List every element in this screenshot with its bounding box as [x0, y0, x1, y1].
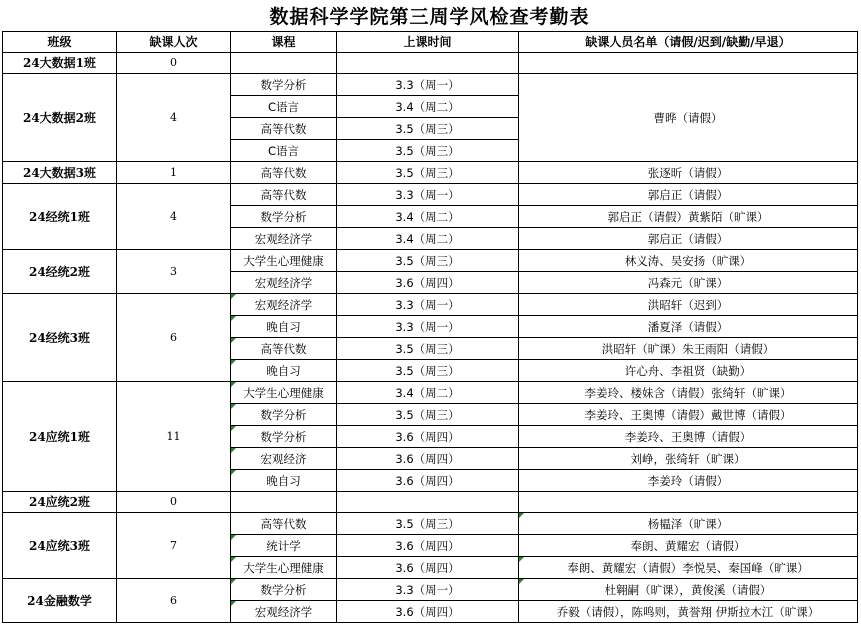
- names-cell: 曹晔（请假）: [519, 74, 858, 162]
- course-cell: 宏观经济学: [231, 294, 337, 316]
- course-cell: C语言: [231, 96, 337, 118]
- time-cell: 3.4（周二）: [337, 96, 519, 118]
- time-cell: 3.3（周一）: [337, 579, 519, 601]
- count-cell: 3: [117, 250, 231, 294]
- count-cell: 11: [117, 382, 231, 492]
- course-cell: C语言: [231, 140, 337, 162]
- course-cell: 数学分析: [231, 579, 337, 601]
- time-cell: [337, 53, 519, 74]
- header-class: 班级: [3, 32, 117, 53]
- course-cell: 晚自习: [231, 316, 337, 338]
- course-cell: 晚自习: [231, 470, 337, 492]
- time-cell: 3.5（周三）: [337, 250, 519, 272]
- names-cell: 奉朗、黄耀宏（请假）李悦昊、秦国峰（旷课）: [519, 557, 858, 579]
- count-cell: 4: [117, 184, 231, 250]
- course-cell: 大学生心理健康: [231, 557, 337, 579]
- course-cell: 宏观经济: [231, 448, 337, 470]
- time-cell: 3.6（周四）: [337, 448, 519, 470]
- names-cell: 郭启正（请假）: [519, 228, 858, 250]
- class-cell: 24大数据3班: [3, 162, 117, 184]
- course-cell: 高等代数: [231, 184, 337, 206]
- course-cell: 宏观经济学: [231, 601, 337, 623]
- names-cell: [519, 53, 858, 74]
- course-cell: 宏观经济学: [231, 272, 337, 294]
- class-cell: 24应统1班: [3, 382, 117, 492]
- table-row: [3, 492, 858, 513]
- time-cell: 3.6（周四）: [337, 535, 519, 557]
- course-cell: 晚自习: [231, 360, 337, 382]
- time-cell: 3.5（周三）: [337, 118, 519, 140]
- class-cell: 24金融数学: [3, 579, 117, 623]
- names-cell: 洪昭轩（迟到）: [519, 294, 858, 316]
- course-cell: 大学生心理健康: [231, 250, 337, 272]
- course-cell: 数学分析: [231, 426, 337, 448]
- table-row: [3, 162, 858, 184]
- class-cell: 24大数据2班: [3, 74, 117, 162]
- class-cell: 24经统1班: [3, 184, 117, 250]
- header-names: 缺课人员名单（请假/迟到/缺勤/早退）: [519, 32, 858, 53]
- table-row: [3, 513, 858, 535]
- course-cell: 高等代数: [231, 118, 337, 140]
- names-cell: 乔毅（请假），陈鸣则，黄誉翔 伊斯拉木江（旷课）: [519, 601, 858, 623]
- time-cell: 3.5（周三）: [337, 404, 519, 426]
- time-cell: 3.6（周四）: [337, 272, 519, 294]
- time-cell: 3.3（周一）: [337, 316, 519, 338]
- table-row: [3, 250, 858, 272]
- count-cell: 6: [117, 294, 231, 382]
- time-cell: 3.6（周四）: [337, 601, 519, 623]
- time-cell: 3.3（周一）: [337, 294, 519, 316]
- names-cell: 洪昭轩（旷课）朱王雨阳（请假）: [519, 338, 858, 360]
- time-cell: 3.6（周四）: [337, 426, 519, 448]
- time-cell: 3.5（周三）: [337, 162, 519, 184]
- course-cell: [231, 492, 337, 513]
- names-cell: 林义涛、吴安扬（旷课）: [519, 250, 858, 272]
- count-cell: 1: [117, 162, 231, 184]
- names-cell: 李姜玲（请假）: [519, 470, 858, 492]
- time-cell: 3.3（周一）: [337, 74, 519, 96]
- names-cell: 杜翱嗣（旷课），黄俊溪（请假）: [519, 579, 858, 601]
- names-cell: 杨韫泽（旷课）: [519, 513, 858, 535]
- time-cell: [337, 492, 519, 513]
- class-cell: 24应统2班: [3, 492, 117, 513]
- course-cell: 数学分析: [231, 74, 337, 96]
- time-cell: 3.6（周四）: [337, 470, 519, 492]
- time-cell: 3.4（周二）: [337, 228, 519, 250]
- names-cell: 李姜玲、王奥博（请假）戴世博（请假）: [519, 404, 858, 426]
- count-cell: 4: [117, 74, 231, 162]
- table-row: [3, 382, 858, 404]
- names-cell: 郭启正（请假）黄紫陌（旷课）: [519, 206, 858, 228]
- time-cell: 3.5（周三）: [337, 513, 519, 535]
- course-cell: 统计学: [231, 535, 337, 557]
- names-cell: 刘峥，张绮轩（旷课）: [519, 448, 858, 470]
- names-cell: 潘夏泽（请假）: [519, 316, 858, 338]
- names-cell: 李姜玲、楼妹含（请假）张绮轩（旷课）: [519, 382, 858, 404]
- table-row: [3, 579, 858, 601]
- names-cell: 李姜玲、王奥博（请假）: [519, 426, 858, 448]
- time-cell: 3.6（周四）: [337, 557, 519, 579]
- course-cell: 高等代数: [231, 513, 337, 535]
- sheet-title: 数据科学学院第三周学风检查考勤表: [269, 6, 590, 28]
- header-absent-count: 缺课人次: [117, 32, 231, 53]
- course-cell: [231, 53, 337, 74]
- count-cell: 6: [117, 579, 231, 623]
- table-row: [3, 74, 858, 96]
- names-cell: 张逐昕（请假）: [519, 162, 858, 184]
- time-cell: 3.3（周一）: [337, 184, 519, 206]
- count-cell: 0: [117, 492, 231, 513]
- names-cell: 郭启正（请假）: [519, 184, 858, 206]
- attendance-table: [2, 31, 858, 623]
- names-cell: 许心舟、李祖贤（缺勤）: [519, 360, 858, 382]
- header-row: [3, 32, 858, 53]
- course-cell: 数学分析: [231, 404, 337, 426]
- table-row: [3, 294, 858, 316]
- class-cell: 24经统3班: [3, 294, 117, 382]
- time-cell: 3.4（周二）: [337, 206, 519, 228]
- course-cell: 高等代数: [231, 338, 337, 360]
- course-cell: 宏观经济学: [231, 228, 337, 250]
- header-course: 课程: [231, 32, 337, 53]
- class-cell: 24应统3班: [3, 513, 117, 579]
- time-cell: 3.5（周三）: [337, 360, 519, 382]
- count-cell: 7: [117, 513, 231, 579]
- names-cell: 冯森元（旷课）: [519, 272, 858, 294]
- time-cell: 3.5（周三）: [337, 338, 519, 360]
- table-row: [3, 53, 858, 74]
- time-cell: 3.4（周二）: [337, 382, 519, 404]
- count-cell: 0: [117, 53, 231, 74]
- class-cell: 24大数据1班: [3, 53, 117, 74]
- time-cell: 3.5（周三）: [337, 140, 519, 162]
- table-row: [3, 184, 858, 206]
- course-cell: 数学分析: [231, 206, 337, 228]
- header-time: 上课时间: [337, 32, 519, 53]
- course-cell: 大学生心理健康: [231, 382, 337, 404]
- course-cell: 高等代数: [231, 162, 337, 184]
- names-cell: 奉朗、黄耀宏（请假）: [519, 535, 858, 557]
- class-cell: 24经统2班: [3, 250, 117, 294]
- names-cell: [519, 492, 858, 513]
